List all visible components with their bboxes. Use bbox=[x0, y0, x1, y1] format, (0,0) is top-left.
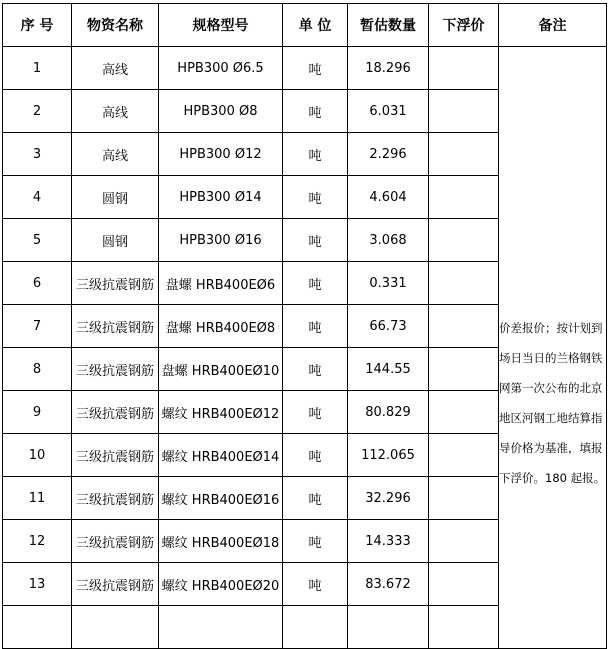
cell-index: 5 bbox=[3, 219, 72, 262]
cell-unit: 吨 bbox=[283, 563, 348, 606]
cell-spec: 螺纹 HRB400EØ18 bbox=[159, 520, 283, 563]
cell-unit: 吨 bbox=[283, 477, 348, 520]
cell-name: 三级抗震钢筋 bbox=[72, 391, 159, 434]
cell-index: 3 bbox=[3, 133, 72, 176]
cell-unit: 吨 bbox=[283, 262, 348, 305]
cell-index: 9 bbox=[3, 391, 72, 434]
header-unit: 单 位 bbox=[283, 4, 348, 47]
cell-spec: HPB300 Ø12 bbox=[159, 133, 283, 176]
cell-unit: 吨 bbox=[283, 219, 348, 262]
cell-float-price[interactable] bbox=[429, 90, 499, 133]
cell-index: 7 bbox=[3, 305, 72, 348]
cell-spec: 盘螺 HRB400EØ6 bbox=[159, 262, 283, 305]
cell-index: 13 bbox=[3, 563, 72, 606]
cell-quantity: 3.068 bbox=[348, 219, 429, 262]
cell-index: 2 bbox=[3, 90, 72, 133]
cell-spec: HPB300 Ø14 bbox=[159, 176, 283, 219]
cell-float-price[interactable] bbox=[429, 305, 499, 348]
cell-spec: 盘螺 HRB400EØ10 bbox=[159, 348, 283, 391]
cell-unit: 吨 bbox=[283, 305, 348, 348]
material-table bbox=[2, 3, 607, 649]
cell-index: 1 bbox=[3, 47, 72, 90]
cell-unit: 吨 bbox=[283, 391, 348, 434]
empty-cell bbox=[72, 606, 159, 649]
cell-index: 10 bbox=[3, 434, 72, 477]
cell-float-price[interactable] bbox=[429, 563, 499, 606]
cell-name: 三级抗震钢筋 bbox=[72, 477, 159, 520]
cell-quantity: 6.031 bbox=[348, 90, 429, 133]
cell-float-price[interactable] bbox=[429, 348, 499, 391]
cell-unit: 吨 bbox=[283, 434, 348, 477]
cell-index: 12 bbox=[3, 520, 72, 563]
cell-name: 三级抗震钢筋 bbox=[72, 262, 159, 305]
empty-cell bbox=[429, 606, 499, 649]
empty-cell bbox=[3, 606, 72, 649]
header-remark: 备注 bbox=[499, 4, 607, 47]
cell-float-price[interactable] bbox=[429, 262, 499, 305]
cell-unit: 吨 bbox=[283, 176, 348, 219]
cell-float-price[interactable] bbox=[429, 133, 499, 176]
cell-spec: HPB300 Ø16 bbox=[159, 219, 283, 262]
cell-name: 三级抗震钢筋 bbox=[72, 520, 159, 563]
cell-float-price[interactable] bbox=[429, 477, 499, 520]
cell-spec: 螺纹 HRB400EØ14 bbox=[159, 434, 283, 477]
cell-quantity: 83.672 bbox=[348, 563, 429, 606]
empty-cell bbox=[283, 606, 348, 649]
header-name: 物资名称 bbox=[72, 4, 159, 47]
cell-quantity: 2.296 bbox=[348, 133, 429, 176]
cell-quantity: 4.604 bbox=[348, 176, 429, 219]
cell-spec: 螺纹 HRB400EØ12 bbox=[159, 391, 283, 434]
header-row bbox=[3, 4, 607, 47]
cell-unit: 吨 bbox=[283, 90, 348, 133]
cell-name: 高线 bbox=[72, 90, 159, 133]
table-body bbox=[3, 47, 607, 649]
cell-float-price[interactable] bbox=[429, 176, 499, 219]
empty-cell bbox=[159, 606, 283, 649]
cell-float-price[interactable] bbox=[429, 219, 499, 262]
cell-spec: 盘螺 HRB400EØ8 bbox=[159, 305, 283, 348]
cell-spec: 螺纹 HRB400EØ16 bbox=[159, 477, 283, 520]
cell-float-price[interactable] bbox=[429, 47, 499, 90]
table-row bbox=[3, 47, 607, 90]
cell-name: 三级抗震钢筋 bbox=[72, 305, 159, 348]
cell-quantity: 66.73 bbox=[348, 305, 429, 348]
cell-name: 圆钢 bbox=[72, 219, 159, 262]
cell-index: 11 bbox=[3, 477, 72, 520]
cell-unit: 吨 bbox=[283, 348, 348, 391]
cell-name: 圆钢 bbox=[72, 176, 159, 219]
cell-spec: HPB300 Ø8 bbox=[159, 90, 283, 133]
cell-name: 三级抗震钢筋 bbox=[72, 563, 159, 606]
cell-unit: 吨 bbox=[283, 47, 348, 90]
empty-cell bbox=[348, 606, 429, 649]
cell-name: 三级抗震钢筋 bbox=[72, 434, 159, 477]
header-float-price: 下浮价 bbox=[429, 4, 499, 47]
header-spec: 规格型号 bbox=[159, 4, 283, 47]
cell-name: 高线 bbox=[72, 47, 159, 90]
cell-float-price[interactable] bbox=[429, 520, 499, 563]
cell-float-price[interactable] bbox=[429, 391, 499, 434]
cell-quantity: 80.829 bbox=[348, 391, 429, 434]
cell-index: 6 bbox=[3, 262, 72, 305]
cell-quantity: 144.55 bbox=[348, 348, 429, 391]
cell-quantity: 18.296 bbox=[348, 47, 429, 90]
header-quantity: 暂估数量 bbox=[348, 4, 429, 47]
cell-spec: 螺纹 HRB400EØ20 bbox=[159, 563, 283, 606]
cell-unit: 吨 bbox=[283, 133, 348, 176]
cell-float-price[interactable] bbox=[429, 434, 499, 477]
cell-name: 高线 bbox=[72, 133, 159, 176]
cell-quantity: 112.065 bbox=[348, 434, 429, 477]
remark-cell: 价差报价；按计划到场日当日的兰格钢铁网第一次公布的北京地区河钢工地结算指导价格为基准，填报下浮价。180 起报。 bbox=[499, 47, 607, 649]
cell-unit: 吨 bbox=[283, 520, 348, 563]
cell-index: 8 bbox=[3, 348, 72, 391]
cell-spec: HPB300 Ø6.5 bbox=[159, 47, 283, 90]
cell-name: 三级抗震钢筋 bbox=[72, 348, 159, 391]
header-index: 序 号 bbox=[3, 4, 72, 47]
cell-quantity: 0.331 bbox=[348, 262, 429, 305]
cell-quantity: 14.333 bbox=[348, 520, 429, 563]
cell-index: 4 bbox=[3, 176, 72, 219]
cell-quantity: 32.296 bbox=[348, 477, 429, 520]
